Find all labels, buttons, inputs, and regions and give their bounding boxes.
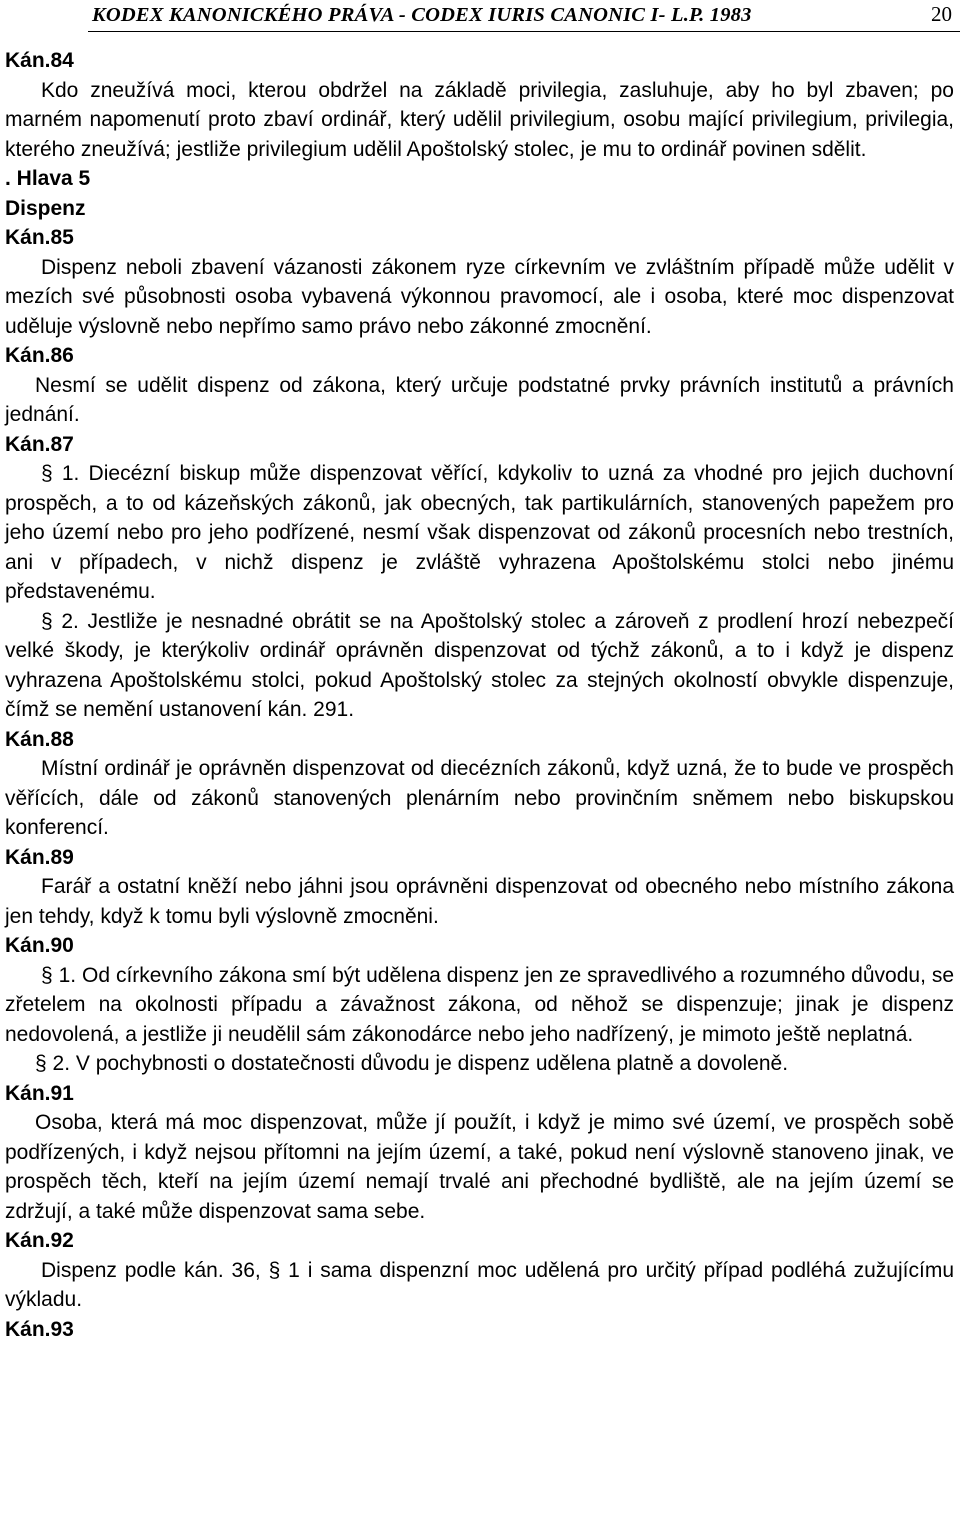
running-title: KODEX KANONICKÉHO PRÁVA - CODEX IURIS CANONIC I- L.P. 1983 [92, 4, 752, 26]
header-rule [88, 31, 960, 32]
canon-89-text: Farář a ostatní kněží nebo jáhni jsou oprávněni dispenzovat od obecného nebo místního zákona jen tehdy, když k tomu byli výslovně zmocněni. [5, 875, 954, 928]
canon-88-heading: Kán.88 [5, 727, 74, 751]
chapter-title: Dispenz [5, 196, 86, 220]
page-number: 20 [931, 2, 952, 26]
canon-93-heading: Kán.93 [5, 1317, 74, 1341]
chapter-number: . Hlava 5 [5, 167, 91, 190]
canon-88-text: Místní ordinář je oprávněn dispenzovat od diecézních zákonů, když uzná, že to bude ve prospěch věřících, dále od zákonů stanovených plenárním nebo provinčním sněmem nebo biskupskou konferencí. [5, 757, 954, 839]
canon-87-section-2: § 2. Jestliže je nesnadné obrátit se na Apoštolský stolec a zároveň z prodlení hrozí nebezpečí velké škody, je kterýkoliv ordinář oprávněn dispenzovat od týchž zákonů, a to i když je dispenz vyhrazena Apoštolskému stolci, pokud Apoštolský stolec za stejných okolností obvykle dispenzuje, čímž se nemění ustanovení kán. 291. [5, 609, 954, 721]
canon-92-text: Dispenz podle kán. 36, § 1 i sama dispenzní moc udělená pro určitý případ podléhá zužujícímu výkladu. [5, 1258, 954, 1311]
canon-92-heading: Kán.92 [5, 1229, 74, 1252]
canon-90-section-2: § 2. V pochybnosti o dostatečnosti důvodu je dispenz udělena platně a dovoleně. [35, 1052, 789, 1075]
canon-91-heading: Kán.91 [5, 1081, 74, 1105]
document-body [5, 46, 954, 1344]
canon-87-section-1: § 1. Diecézní biskup může dispenzovat věřící, kdykoliv to uzná za vhodné pro jejich duchovní prospěch, a to od kázeňských zákonů, jak obecných, tak partikulárních, stanovených papežem pro jeho území nebo pro jeho podřízené, nesmí však dispenzovat od zákonů procesních nebo trestních, ani v případech, v nichž dispenz je zvláště vyhrazena Apoštolskému stolci nebo jinému představenému. [5, 462, 954, 603]
canon-85-heading: Kán.85 [5, 226, 74, 249]
canon-86-text: Nesmí se udělit dispenz od zákona, který určuje podstatné prvky právních institutů a právních jednání. [5, 373, 954, 426]
page-header [0, 0, 960, 32]
canon-87-heading: Kán.87 [5, 432, 74, 456]
canon-91-text: Osoba, která má moc dispenzovat, může jí použít, i když je mimo své území, ve prospěch sobě podřízených, i když nejsou přítomni na jejím území, a také, pokud není výslovně stanoveno jinak, ve prospěch těch, kteří na jejím území nemají trvalé ani přechodné bydliště, ale na jejím území se zdržují, a také může dispenzovat sama sebe. [5, 1111, 954, 1223]
canon-85-text: Dispenz neboli zbavení vázanosti zákonem ryze církevním ve zvláštním případě může udělit v mezích své působnosti osoba vybavená výkonnou pravomocí, ale i osoba, které moc dispenzovat uděluje výslovně nebo nepřímo samo právo nebo zákonné zmocnění. [5, 255, 954, 338]
canon-90-section-1: § 1. Od církevního zákona smí být udělena dispenz jen ze spravedlivého a rozumného důvodu, se zřetelem na okolnosti případu a závažnost zákona, od něhož se dispenzuje; jinak je dispenz nedovolená, a jestliže ji neudělil sám zákonodárce nebo jeho nadřízený, je mimoto ještě neplatná. [5, 963, 954, 1046]
canon-84-text: Kdo zneužívá moci, kterou obdržel na základě privilegia, zasluhuje, aby ho byl zbaven; po marném napomenutí proto zbaví ordinář, který udělil privilegium, osobu mající privilegium, privilegia, kterého zneužívá; jestliže privilegium udělil Apoštolský stolec, je mu to ordinář povinen sdělit. [5, 78, 954, 161]
canon-86-heading: Kán.86 [5, 344, 74, 367]
canon-90-heading: Kán.90 [5, 934, 74, 957]
canon-84-heading: Kán.84 [5, 49, 74, 72]
canon-89-heading: Kán.89 [5, 845, 74, 869]
